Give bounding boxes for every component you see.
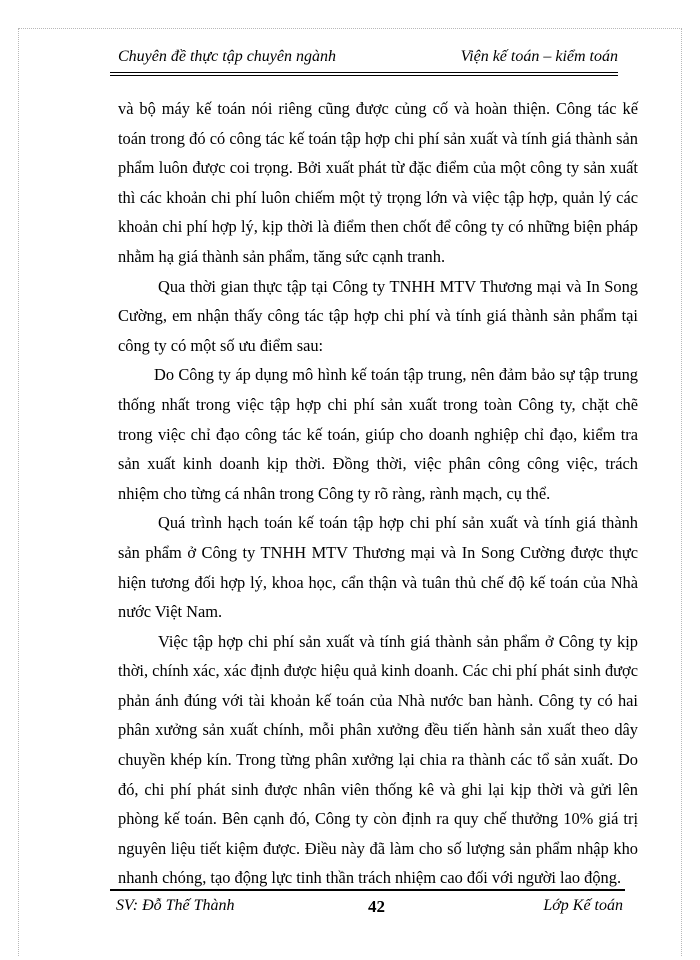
header-institute: Viện kế toán – kiểm toán — [460, 48, 618, 65]
header-report-title: Chuyên đề thực tập chuyên ngành — [118, 48, 336, 65]
page-footer — [110, 889, 625, 921]
header-divider — [110, 75, 618, 76]
page-header — [110, 44, 618, 73]
footer-student-name: SV: Đỗ Thế Thành — [116, 897, 235, 914]
footer-class-name: Lớp Kế toán — [543, 897, 623, 914]
paragraph: Quá trình hạch toán kế toán tập hợp chi phí sản xuất và tính giá thành sản phẩm ở Công ty TNHH MTV Thương mại và In Song Cường được thực hiện tương đối hợp lý, khoa học, cẩn thận và tuân thủ chế độ kế toán của Nhà nước Việt Nam. — [118, 513, 638, 622]
body-text — [118, 94, 638, 893]
paragraph: và bộ máy kế toán nói riêng cũng được củng cố và hoàn thiện. Công tác kế toán trong đó có công tác kế toán tập hợp chi phí sản xuất và tính giá thành sản phẩm luôn được coi trọng. Bởi xuất phát từ đặc điểm của một công ty sản xuất thì các khoản chi phí luôn chiếm một tỷ trọng lớn và việc tập hợp, quản lý các khoản chi phí hợp lý, kịp thời là điểm then chốt để công ty có những biện pháp nhằm hạ giá thành sản phẩm, tăng sức cạnh tranh. — [118, 99, 638, 266]
paragraph: Do Công ty áp dụng mô hình kế toán tập trung, nên đảm bảo sự tập trung thống nhất trong việc tập hợp chi phí sản xuất trong toàn Công ty, chặt chẽ trong việc chỉ đạo công tác kế toán, giúp cho doanh nghiệp chỉ đạo, kiểm tra sản xuất kinh doanh kịp thời. Đồng thời, việc phân công công việc, trách nhiệm cho từng cá nhân trong Công ty rõ ràng, rành mạch, cụ thể. — [118, 365, 638, 503]
page-number: 42 — [368, 897, 385, 916]
paragraph: Qua thời gian thực tập tại Công ty TNHH MTV Thương mại và In Song Cường, em nhận thấy công tác tập hợp chi phí và tính giá thành sản phẩm tại công ty có một số ưu điểm sau: — [118, 276, 638, 355]
paragraph: Việc tập hợp chi phí sản xuất và tính giá thành sản phẩm ở Công ty kịp thời, chính xác, xác định được hiệu quả kinh doanh. Các chi phí phát sinh được phản ánh đúng với tài khoản kế toán của Nhà nước ban hành. Công ty có hai phân xưởng sản xuất chính, mỗi phân xưởng đều tiến hành sản xuất theo dây chuyền khép kín. Trong từng phân xưởng lại chia ra thành các tổ sản xuất. Do đó, chi phí phát sinh được nhân viên thống kê và ghi lại kịp thời và gửi lên phòng kế toán. Bên cạnh đó, Công ty còn định ra quy chế thưởng 10% giá trị nguyên liệu tiết kiệm được. Điều này đã làm cho số lượng sản phẩm nhập kho nhanh chóng, tạo động lực tinh thần trách nhiệm cao đối với người lao động. — [118, 631, 638, 888]
